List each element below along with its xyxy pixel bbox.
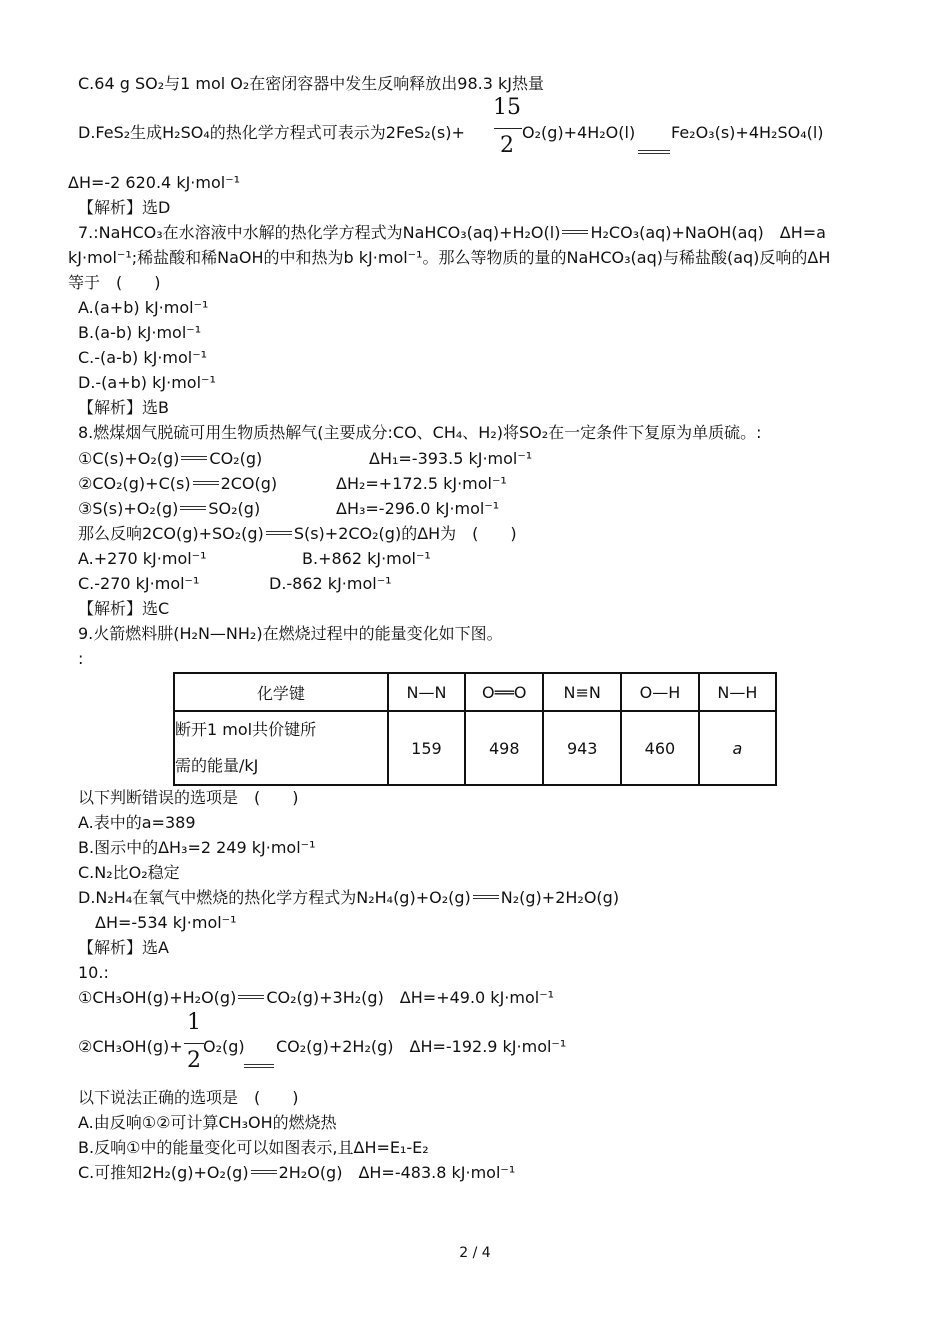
table-header-cell: N≡N <box>543 673 621 711</box>
table-cell: 159 <box>388 711 466 785</box>
q8-r3-delta-h: ΔH₃=-296.0 kJ·mol⁻¹ <box>336 499 500 518</box>
q10-stem: 10.: <box>78 963 109 982</box>
q7-option-c: C.-(a-b) kJ·mol⁻¹ <box>78 348 208 367</box>
table-cell: a <box>699 711 776 785</box>
q8-r1-delta-h: ΔH₁=-393.5 kJ·mol⁻¹ <box>369 449 533 468</box>
q10-fraction-denominator: 2 <box>187 1048 201 1073</box>
table-header-cell: O—H <box>621 673 699 711</box>
q8-reaction-3-right: SO₂(g) <box>208 499 261 518</box>
q7-stem-line1b: H₂CO₃(aq)+NaOH(aq) ΔH=a <box>590 223 826 242</box>
q10-question: 以下说法正确的选项是 ( ) <box>78 1088 299 1107</box>
q8-option-b: B.+862 kJ·mol⁻¹ <box>302 549 431 568</box>
q10-reaction-1-right: CO₂(g)+3H₂(g) ΔH=+49.0 kJ·mol⁻¹ <box>266 988 555 1007</box>
q10-r2-equals <box>244 1064 274 1072</box>
q7-option-b: B.(a-b) kJ·mol⁻¹ <box>78 323 202 342</box>
table-header-cell: N—H <box>699 673 776 711</box>
q9-colon: : <box>78 649 84 668</box>
q8-reaction-1-right: CO₂(g) <box>209 449 263 468</box>
q10-option-c-left: C.可推知2H₂(g)+O₂(g) <box>78 1163 249 1182</box>
q7-stem-line1 <box>78 222 826 244</box>
q8-reaction-1-left: ①C(s)+O₂(g) <box>78 449 180 468</box>
table-header-cell: O══O <box>465 673 543 711</box>
q8-answer: 【解析】选C <box>78 599 170 618</box>
q9-option-b: B.图示中的ΔH₃=2 249 kJ·mol⁻¹ <box>78 838 316 857</box>
q8-r3-equals <box>178 504 208 514</box>
table-row-label <box>174 711 388 785</box>
q6-fraction-denominator: 2 <box>500 133 514 158</box>
q10-reaction-1-left: ①CH₃OH(g)+H₂O(g) <box>78 988 237 1007</box>
bond-energy-table <box>173 672 777 786</box>
q6-delta-h: ΔH=-2 620.4 kJ·mol⁻¹ <box>68 173 241 192</box>
q8-reaction-3-left: ③S(s)+O₂(g) <box>78 499 179 518</box>
table-cell: 460 <box>621 711 699 785</box>
q8-option-a: A.+270 kJ·mol⁻¹ <box>78 549 207 568</box>
q6-option-d-prefix: D.FeS₂生成H₂SO₄的热化学方程式可表示为2FeS₂(s)+ <box>78 123 465 142</box>
q8-reaction-3 <box>78 498 260 520</box>
q9-option-d-delta-h: ΔH=-534 kJ·mol⁻¹ <box>95 913 237 932</box>
q8-r1-equals <box>179 454 209 464</box>
q8-option-d: D.-862 kJ·mol⁻¹ <box>269 574 392 593</box>
q8-reaction-2-left: ②CO₂(g)+C(s) <box>78 474 191 493</box>
q7-option-d: D.-(a+b) kJ·mol⁻¹ <box>78 373 216 392</box>
q8-question <box>78 523 517 545</box>
table-cell: 498 <box>465 711 543 785</box>
q9-question: 以下判断错误的选项是 ( ) <box>78 788 299 807</box>
q6-option-d-mid: O₂(g)+4H₂O(l) <box>522 123 636 142</box>
q9-stem: 9.火箭燃料肼(H₂N—NH₂)在燃烧过程中的能量变化如下图。 <box>78 624 503 643</box>
q6-option-d-suffix: Fe₂O₃(s)+4H₂SO₄(l) <box>671 123 824 142</box>
q9-option-d-equals <box>471 893 501 903</box>
q10-fraction-bar <box>184 1043 204 1044</box>
table-header-cell: 化学键 <box>174 673 388 711</box>
q10-r1-equals <box>236 993 266 1003</box>
q7-equals-sign <box>560 228 590 238</box>
q8-stem: 8.燃煤烟气脱硫可用生物质热解气(主要成分:CO、CH₄、H₂)将SO₂在一定条件下复原为单质硫。: <box>78 423 762 442</box>
q10-fraction-numerator: 1 <box>187 1010 201 1035</box>
q6-option-c: C.64 g SO₂与1 mol O₂在密闭容器中发生反响释放出98.3 kJ热量 <box>78 74 544 93</box>
q10-reaction-2-mid: O₂(g) <box>203 1037 245 1056</box>
q7-answer: 【解析】选B <box>78 398 169 417</box>
q9-option-d-left: D.N₂H₄在氧气中燃烧的热化学方程式为N₂H₄(g)+O₂(g) <box>78 888 471 907</box>
q8-question-equals <box>264 529 294 539</box>
q7-stem-line1a: 7.:NaHCO₃在水溶液中水解的热化学方程式为NaHCO₃(aq)+H₂O(l) <box>78 223 561 242</box>
q10-option-c-equals <box>249 1168 279 1178</box>
q6-fraction-numerator: 15 <box>493 95 521 120</box>
table-row-label-line1: 断开1 mol共价键所 <box>175 720 317 739</box>
q10-reaction-1 <box>78 987 554 1009</box>
q8-reaction-2 <box>78 473 277 495</box>
q7-option-a: A.(a+b) kJ·mol⁻¹ <box>78 298 209 317</box>
q9-option-d-right: N₂(g)+2H₂O(g) <box>500 888 620 907</box>
q8-r2-equals <box>191 479 221 489</box>
q9-option-d <box>78 887 619 909</box>
page-number: 2 / 4 <box>459 1245 491 1261</box>
table-header-cell: N—N <box>388 673 466 711</box>
q9-answer: 【解析】选A <box>78 938 169 957</box>
q8-r2-delta-h: ΔH₂=+172.5 kJ·mol⁻¹ <box>336 474 507 493</box>
q9-option-a: A.表中的a=389 <box>78 813 196 832</box>
q6-fraction-bar <box>494 128 522 129</box>
q10-reaction-2-left: ②CH₃OH(g)+ <box>78 1037 183 1056</box>
q8-question-right: S(s)+2CO₂(g)的ΔH为 ( ) <box>293 524 517 543</box>
table-row-label-line2: 需的能量/kJ <box>175 756 259 775</box>
q10-option-c-right: 2H₂O(g) ΔH=-483.8 kJ·mol⁻¹ <box>278 1163 516 1182</box>
q6-equals-sign <box>638 150 670 158</box>
table-header-row <box>174 673 776 711</box>
q6-option-d <box>78 122 465 144</box>
q8-reaction-2-right: 2CO(g) <box>220 474 278 493</box>
q8-question-left: 那么反响2CO(g)+SO₂(g) <box>78 524 264 543</box>
q7-stem-line2: kJ·mol⁻¹;稀盐酸和稀NaOH的中和热为b kJ·mol⁻¹。那么等物质的量的NaHCO₃(aq)与稀盐酸(aq)反响的ΔH <box>68 248 831 267</box>
q10-option-c <box>78 1162 515 1184</box>
q7-stem-line3: 等于 ( ) <box>68 273 161 292</box>
q10-reaction-2-right: CO₂(g)+2H₂(g) ΔH=-192.9 kJ·mol⁻¹ <box>276 1037 567 1056</box>
table-row <box>174 711 776 785</box>
q6-answer: 【解析】选D <box>78 198 171 217</box>
q10-option-b: B.反响①中的能量变化可以如图表示,且ΔH=E₁-E₂ <box>78 1138 429 1157</box>
table-cell: 943 <box>543 711 621 785</box>
q8-reaction-1 <box>78 448 262 470</box>
q9-option-c: C.N₂比O₂稳定 <box>78 863 180 882</box>
q10-option-a: A.由反响①②可计算CH₃OH的燃烧热 <box>78 1113 337 1132</box>
q8-option-c: C.-270 kJ·mol⁻¹ <box>78 574 200 593</box>
